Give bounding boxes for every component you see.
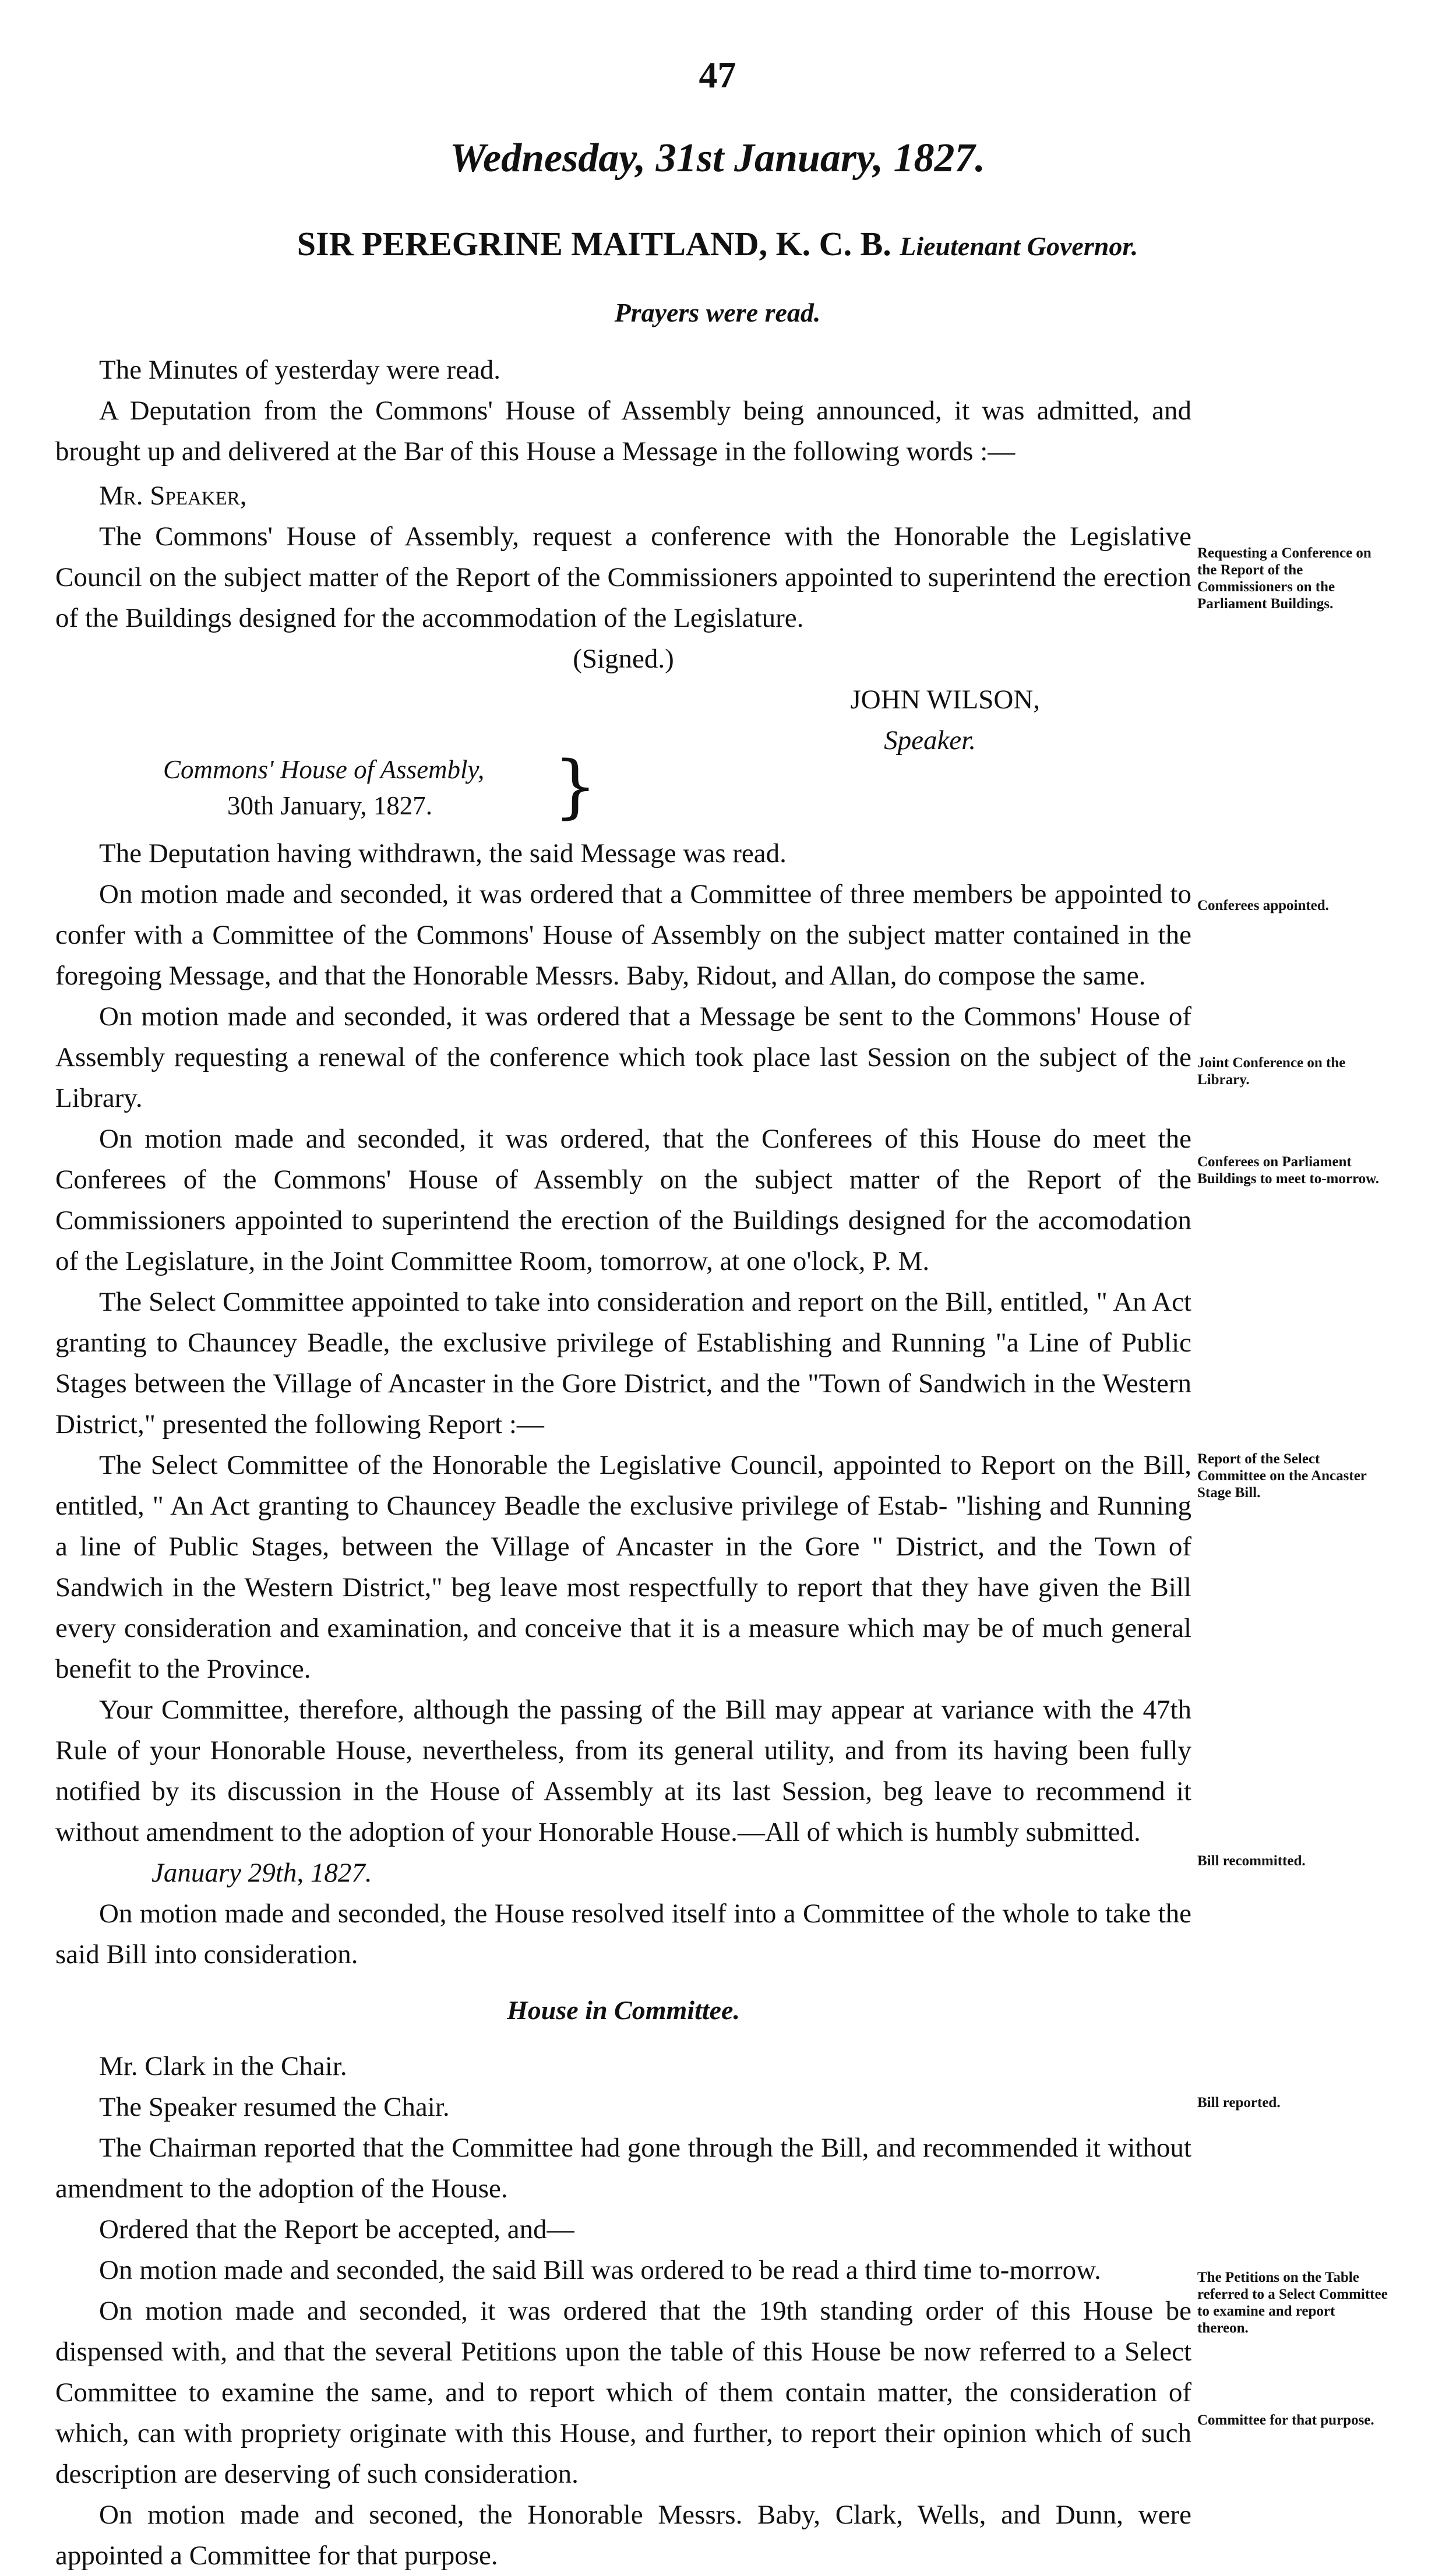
page-number: 47: [699, 54, 736, 96]
paragraph: Ordered that the Report be accepted, and—: [99, 2214, 574, 2245]
origin-date: 30th January, 1827.: [227, 791, 433, 820]
date-heading: Wednesday, 31st January, 1827.: [449, 136, 986, 181]
margin-note: Conferees on Parliament Buildings to meet to-morrow.: [1197, 1154, 1380, 1187]
origin-block: [163, 746, 598, 826]
paragraph: The Minutes of yesterday were read.: [99, 355, 501, 385]
paragraph: The Select Committee appointed to take into consideration and report on the Bill, entitled, " An Act granting to Chauncey Beadle, the exclusive privilege of Establishing and Running "a Line of Public Stages between the Village of Ancaster in the Gore District, and the "Town of Sandwich in the Western District," presented the following Report :—: [55, 1287, 1191, 1439]
paragraph: On motion made and seconded, it was ordered that the 19th standing order of this House be dispensed with, and that the several Petitions upon the table of this House be now referred to a Select Committee to examine the same, and to report which of them contain matter, the consideration of which, can with propriety originate with this House, and further, to report their opinion which of such description are deserving of such consideration.: [55, 2296, 1191, 2489]
paragraph: A Deputation from the Commons' House of Assembly being announced, it was admitted, and brought up and delivered at the Bar of this House a Message in the following words :—: [55, 396, 1191, 467]
margin-note: Committee for that purpose.: [1197, 2412, 1374, 2428]
section-opening: [55, 350, 1191, 761]
margin-note: Bill recommitted.: [1197, 1853, 1306, 1869]
committee-heading: House in Committee.: [507, 1995, 740, 2025]
paragraph: The Deputation having withdrawn, the said Message was read.: [99, 838, 787, 869]
paragraph: The Chairman reported that the Committee had gone through the Bill, and recommended it without amendment to the adoption of the House.: [55, 2133, 1191, 2204]
paragraph: Mr. Clark in the Chair.: [99, 2051, 347, 2081]
paragraph: Your Committee, therefore, although the passing of the Bill may appear at variance with the 47th Rule of your Honorable House, nevertheless, from its general utility, and from its having been fully notified by its discussion in the House of Assembly at its last Session, beg leave to recommend it without amendment to the adoption of your Honorable House.—All of which is humbly submitted.: [55, 1695, 1191, 1847]
margin-note: Report of the Select Committee on the Ancaster Stage Bill.: [1197, 1451, 1367, 1501]
governor-title: Lieutenant Governor.: [900, 231, 1138, 261]
margin-note: Bill reported.: [1197, 2095, 1281, 2111]
paragraph: On motion made and seconded, it was ordered, that the Conferees of this House do meet the Conferees of the Commons' House of Assembly on the subject matter of the Report of the Commissioners appointed to superintend the erection of the Buildings designed for the accomodation of the Legislature, in the Joint Committee Room, tomorrow, at one o'lock, P. M.: [55, 1124, 1191, 1276]
signature-title: Speaker.: [884, 725, 976, 756]
signature-name: JOHN WILSON,: [850, 684, 1040, 715]
paragraph: On motion made and seconded, the said Bill was ordered to be read a third time to-morrow.: [99, 2255, 1101, 2285]
signed-line: (Signed.): [573, 644, 674, 674]
governor-line: [0, 224, 1435, 263]
paragraph: The Select Committee of the Honorable the Legislative Council, appointed to Report on the Bill, entitled, " An Act granting to Chauncey Beadle the exclusive privilege of Estab- "lishing and Running a line of Public Stages, between the Village of Ancaster in the Gore " District, and the Town of Sandwich in the Western District," beg leave most respectfully to report that they have given the Bill every consideration and examination, and conceive that it is a measure which may be of much general benefit to the Province.: [55, 1450, 1191, 1684]
governor-name: SIR PEREGRINE MAITLAND, K. C. B.: [297, 225, 891, 263]
margin-note: Requesting a Conference on the Report of the Commissioners on the Parliament Buildings.: [1197, 545, 1371, 612]
paragraph: The Speaker resumed the Chair.: [99, 2092, 450, 2122]
paragraph: On motion made and seconded, the House resolved itself into a Committee of the whole to take the said Bill into consideration.: [55, 1899, 1191, 1970]
report-date: January 29th, 1827.: [151, 1858, 372, 1888]
paragraph: On motion made and seconded, it was ordered that a Message be sent to the Commons' House of Assembly requesting a renewal of the conference which took place last Session on the subject of the Library.: [55, 1001, 1191, 1113]
brace-symbol: }: [553, 746, 598, 826]
paragraph: On motion made and seconed, the Honorable Messrs. Baby, Clark, Wells, and Dunn, were appointed a Committee for that purpose.: [55, 2500, 1191, 2571]
origin-line: Commons' House of Assembly,: [163, 755, 485, 784]
margin-note: Joint Conference on the Library.: [1197, 1055, 1346, 1088]
section-proceedings: [55, 833, 1191, 2576]
prayers-line: Prayers were read.: [614, 298, 821, 327]
margin-note: Conferees appointed.: [1197, 898, 1329, 913]
message-paragraph: The Commons' House of Assembly, request a conference with the Honorable the Legislative Council on the subject matter of the Report of the Commissioners appointed to superintend the erection of the Buildings designed for the accommodation of the Legislature.: [55, 521, 1191, 633]
margin-note: The Petitions on the Table referred to a Select Committee to examine and report thereon.: [1197, 2270, 1388, 2336]
salutation: Mr. Speaker,: [99, 481, 247, 511]
paragraph: On motion made and seconded, it was ordered that a Committee of three members be appointed to confer with a Committee of the Commons' House of Assembly on the subject matter contained in the foregoing Message, and that the Honorable Messrs. Baby, Ridout, and Allan, do compose the same.: [55, 879, 1191, 991]
